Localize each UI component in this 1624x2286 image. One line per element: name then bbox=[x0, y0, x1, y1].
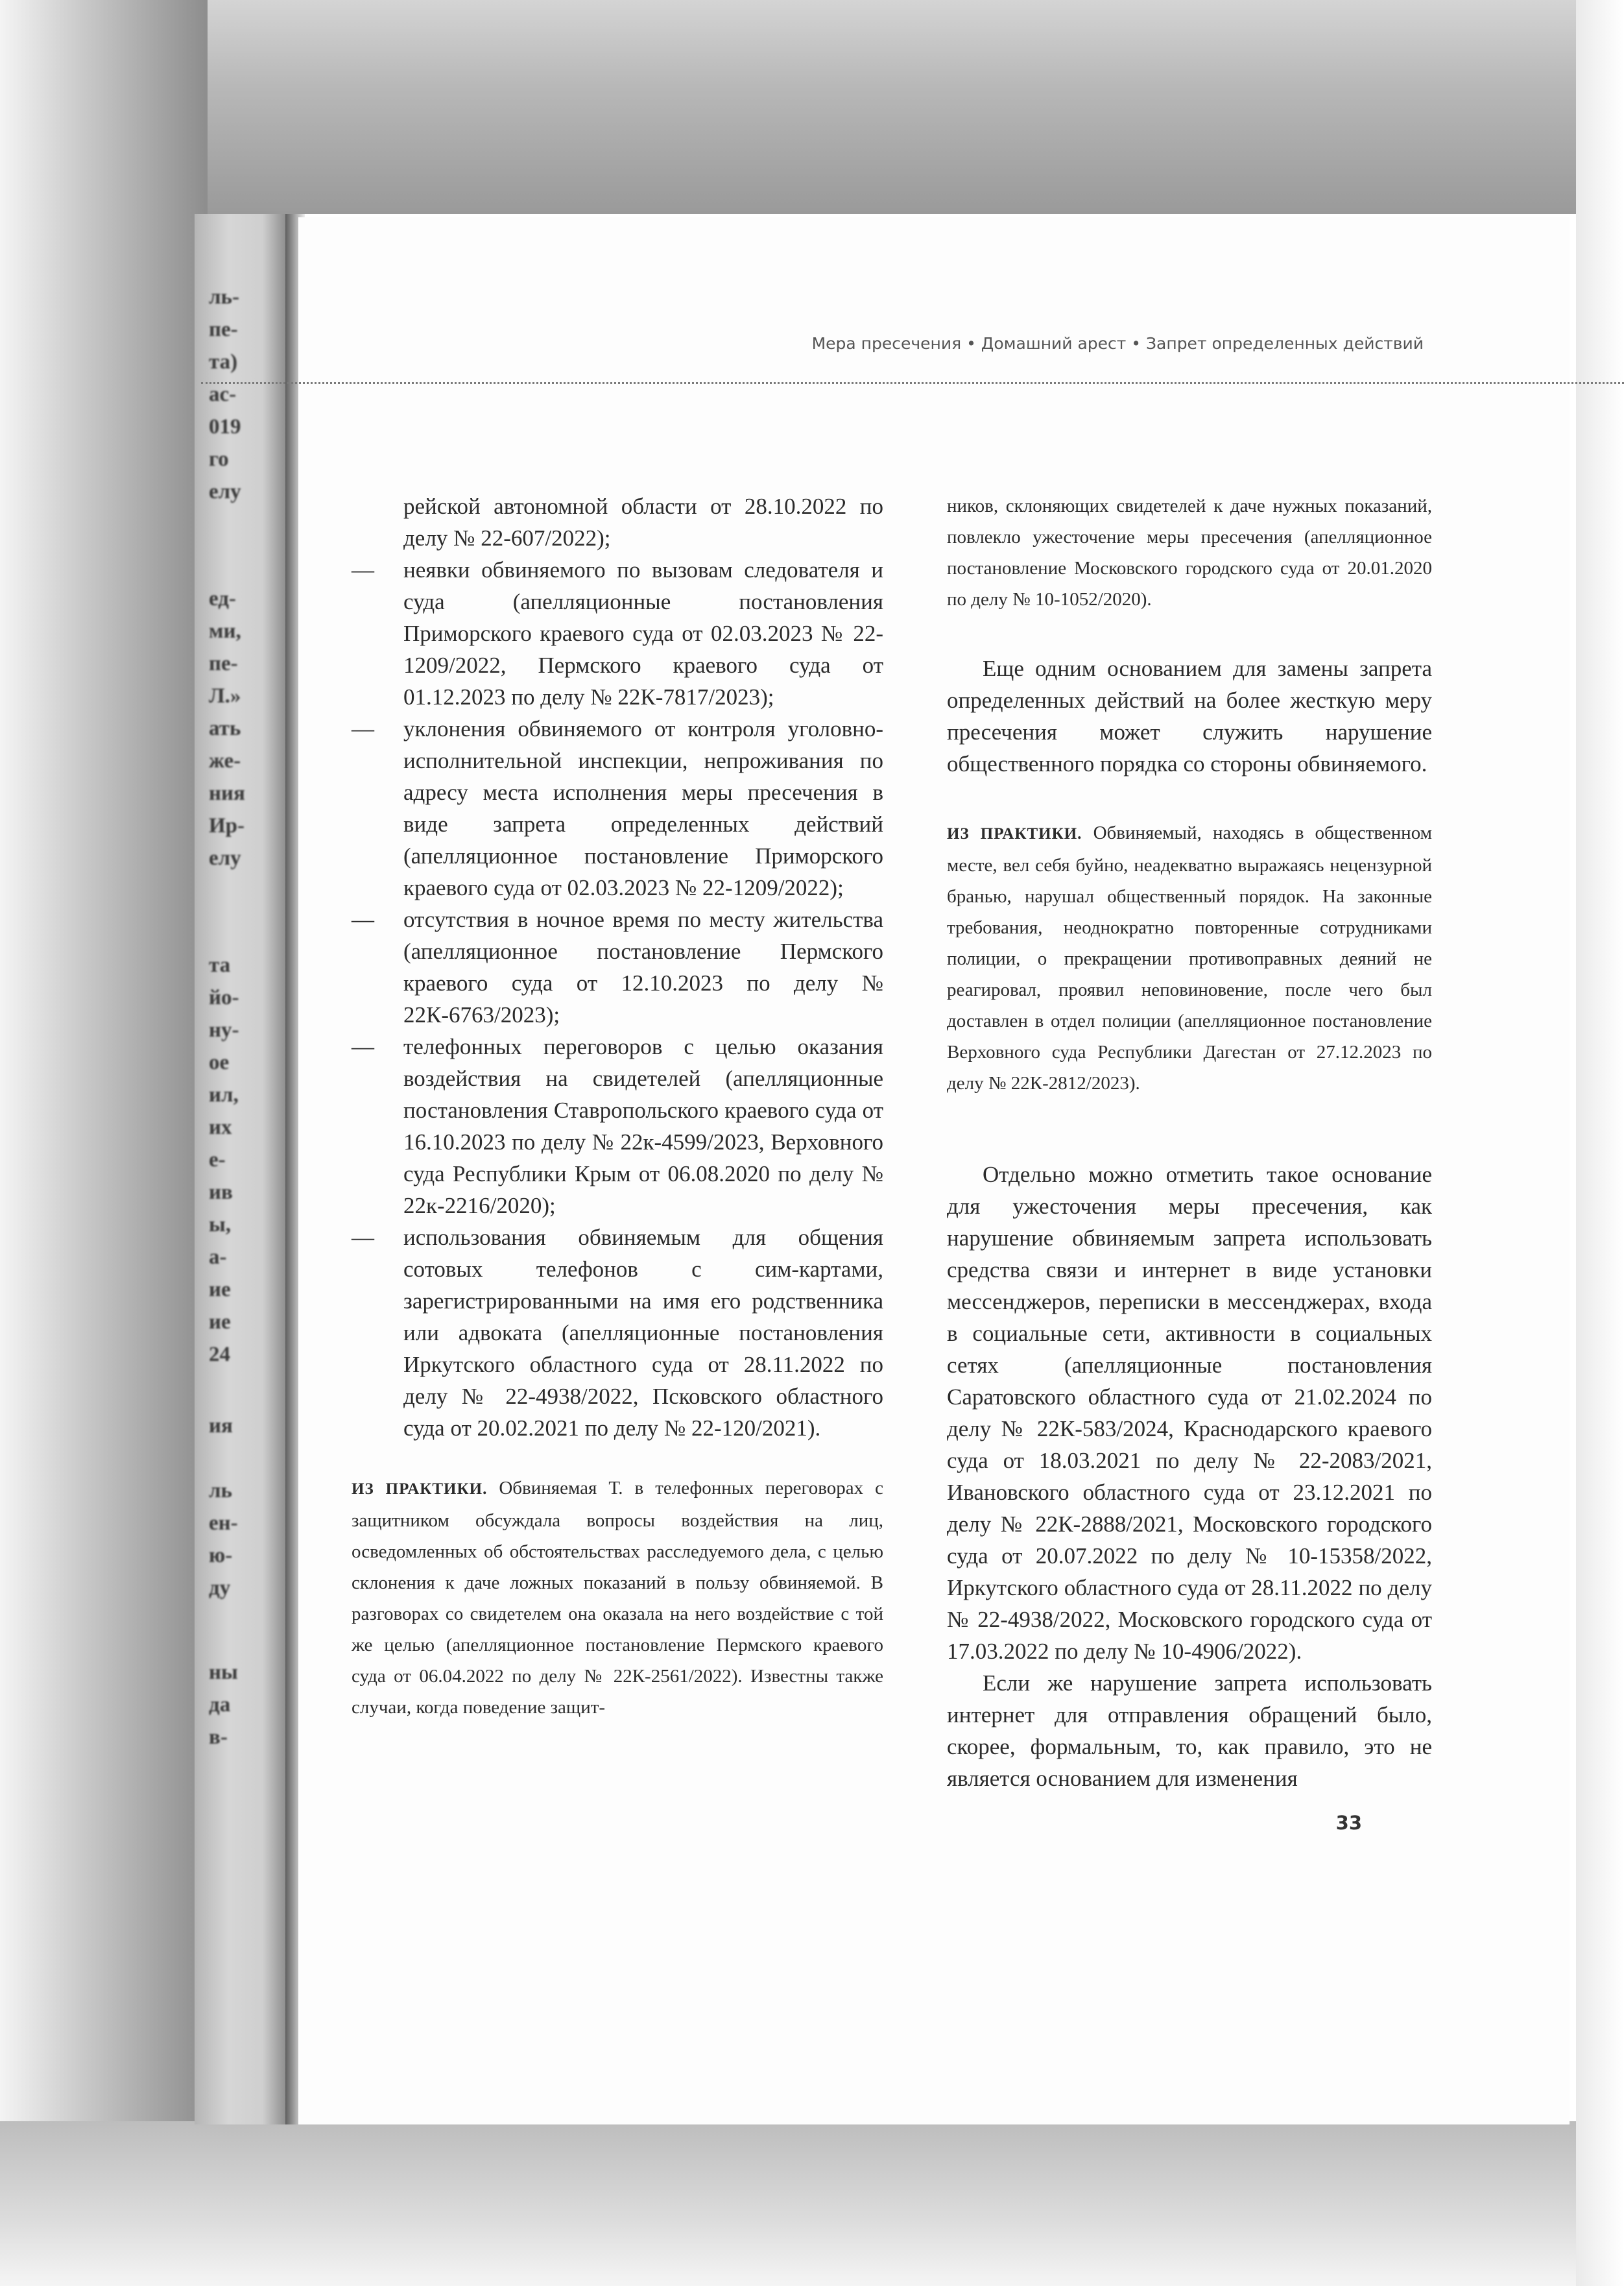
previous-page-text-fragment: Ир- bbox=[209, 814, 245, 837]
previous-page-text-fragment: йо- bbox=[209, 986, 239, 1009]
previous-page-text-fragment: 019 bbox=[209, 415, 241, 439]
list-item-text: неявки обвиняемого по вызовам следователя и суда (апелляционные постановления Приморского краевого суда от 02.03.2023 № 22-1209/2022, Пермского краевого суда от 01.12.2023 по делу № 22К-7817/2023); bbox=[403, 557, 883, 710]
book-page bbox=[298, 217, 1570, 2124]
list-dash: — bbox=[352, 1034, 374, 1059]
spacer bbox=[947, 1099, 1432, 1159]
previous-page-text-fragment: елу bbox=[209, 480, 241, 503]
previous-page-text-fragment: ду bbox=[209, 1576, 231, 1600]
scan-background-left bbox=[0, 0, 208, 2286]
previous-page-text-fragment: та) bbox=[209, 350, 238, 374]
previous-page-text-fragment: ен- bbox=[209, 1511, 238, 1535]
previous-page-text-fragment: ив bbox=[209, 1181, 233, 1204]
list-dash: — bbox=[352, 716, 374, 741]
list-dash: — bbox=[352, 907, 374, 932]
spacer bbox=[352, 1444, 883, 1473]
spacer bbox=[947, 780, 1432, 817]
list-item bbox=[352, 554, 883, 713]
practice-text: Обвиняемый, находясь в общественном месте, вел себя буйно, неадекватно выражаясь нецензурной бранью, нарушал общественный порядок. На законные требования, неоднократно повторенные сотрудниками полиции, о прекращении противоправных деяний не реагировал, проявил неповиновение, после чего был доставлен в отдел полиции (апелляционное постановление Верховного суда Республики Дагестан от 27.12.2023 по делу № 22К-2812/2023). bbox=[947, 823, 1432, 1094]
list-item bbox=[352, 1031, 883, 1221]
spacer bbox=[947, 615, 1432, 653]
previous-page-text-fragment: ие bbox=[209, 1310, 231, 1334]
scan-background-top bbox=[0, 0, 1624, 214]
previous-page-text-fragment: их bbox=[209, 1116, 232, 1139]
list-item bbox=[352, 713, 883, 904]
left-column bbox=[352, 490, 883, 1723]
list-item bbox=[352, 904, 883, 1031]
right-column bbox=[947, 490, 1432, 1794]
practice-continuation: ников, склоняющих свидетелей к даче нужных показаний, повлекло ужесточение меры пресечения (апелляционное постановление Московского городского суда от 20.01.2020 по делу № 10-1052/2020). bbox=[947, 496, 1432, 610]
practice-text: Обвиняемая Т. в телефонных переговорах с защитником обсуждала вопросы воздействия на лиц, осведомленных об обстоятельствах расследуемого дела, с целью склонения к даче ложных показаний в пользу обвиняемой. В разговорах со свидетелем она оказала на него воздействие с той же целью (апелляционное постановление Пермского краевого суда от 06.04.2022 по делу № 22К-2561/2022). Известны также случаи, когда поведение защит- bbox=[352, 1478, 883, 1718]
list bbox=[352, 554, 883, 1444]
previous-page-text-fragment: ль- bbox=[209, 285, 239, 309]
list-item-text: использования обвиняемым для общения сотовых телефонов с сим-картами, зарегистрированными на имя его родственника или адвоката (апелляционные постановления Иркутского областного суда от 28.11.2022 по делу № 22-4938/2022, Псковского областного суда от 20.02.2021 по делу № 22-120/2021). bbox=[403, 1225, 883, 1441]
practice-label: ИЗ ПРАКТИКИ. bbox=[352, 1480, 488, 1498]
paragraph: Если же нарушение запрета использовать интернет для отправления обращений было, скорее, формальным, то, как правило, это не является основанием для изменения bbox=[947, 1670, 1432, 1791]
previous-page-text-fragment: Л.» bbox=[209, 684, 241, 708]
previous-page-text-fragment: ы, bbox=[209, 1213, 232, 1236]
previous-page-text-fragment: е- bbox=[209, 1148, 226, 1172]
running-head: Мера пресечения • Домашний арест • Запрет определенных действий bbox=[811, 334, 1424, 353]
paragraph: Отдельно можно отметить такое основание для ужесточения меры пресечения, как нарушение обвиняемым запрета использовать средства связи и интернет в виде установки мессенджеров, переписки в мессенджерах, входа в социальные сети, активности в социальных сетях (апелляционные постановления Саратовского областного суда от 21.02.2024 по делу № 22К-583/2024, Краснодарского краевого суда от 18.03.2021 по делу № 22-2083/2021, Ивановского областного суда от 23.12.2021 по делу № 22К-2888/2021, Московского городского суда от 20.07.2022 по делу № 10-15358/2022, Иркутского областного суда от 28.11.2022 по делу № 22-4938/2022, Московского городского суда от 17.03.2022 по делу № 10-4906/2022). bbox=[947, 1162, 1432, 1664]
list-item-text: телефонных переговоров с целью оказания воздействия на свидетелей (апелляционные постановления Ставропольского краевого суда от 16.10.2023 по делу № 22к-4599/2023, Верховного суда Республики Крым от 06.08.2020 по делу № 22к-2216/2020); bbox=[403, 1034, 883, 1218]
previous-page-text-fragment: елу bbox=[209, 847, 241, 870]
previous-page-text-fragment: ия bbox=[209, 1414, 233, 1438]
previous-page-text-fragment: ил, bbox=[209, 1083, 239, 1107]
practice-box bbox=[352, 1473, 883, 1723]
list-dash: — bbox=[352, 1225, 374, 1250]
scan-background-bottom bbox=[0, 2121, 1624, 2286]
list-item-text: рейской автономной области от 28.10.2022 по делу № 22-607/2022); bbox=[403, 494, 883, 551]
previous-page-text-fragment: а- bbox=[209, 1245, 227, 1269]
scan-background-right bbox=[1576, 0, 1624, 2286]
previous-page-text-fragment: ед- bbox=[209, 587, 236, 610]
previous-page-text-fragment: пе- bbox=[209, 652, 238, 675]
previous-page-text-fragment: ие bbox=[209, 1278, 231, 1301]
previous-page-text-fragment: та bbox=[209, 954, 231, 977]
list-dash: — bbox=[352, 557, 374, 583]
list-item-continuation bbox=[352, 490, 883, 554]
page-number: 33 bbox=[1335, 1812, 1362, 1834]
previous-page-text-fragment: ния bbox=[209, 782, 245, 805]
previous-page-text-fragment: ль bbox=[209, 1479, 232, 1502]
previous-page-text-fragment: ать bbox=[209, 717, 241, 740]
previous-page-text-fragment: пе- bbox=[209, 318, 238, 341]
previous-page-text-fragment: ны bbox=[209, 1661, 238, 1684]
list-item-text: уклонения обвиняемого от контроля уголовно-исполнительной инспекции, непроживания по адресу места исполнения меры пресечения в виде запрета определенных действий (апелляционное постановление Приморского краевого суда от 02.03.2023 № 22-1209/2022); bbox=[403, 716, 883, 900]
previous-page-text-fragment: же- bbox=[209, 749, 241, 773]
previous-page-text-fragment: 24 bbox=[209, 1343, 230, 1366]
list-item bbox=[352, 1221, 883, 1444]
previous-page-text-fragment: ое bbox=[209, 1051, 230, 1074]
previous-page-text-fragment: ас- bbox=[209, 383, 237, 406]
list-item-text: отсутствия в ночное время по месту жительства (апелляционное постановление Пермского краевого суда от 12.10.2023 по делу № 22К-6763/2023); bbox=[403, 907, 883, 1028]
previous-page-text-fragment: в- bbox=[209, 1726, 228, 1749]
practice-label: ИЗ ПРАКТИКИ. bbox=[947, 825, 1082, 843]
previous-page-edge bbox=[195, 214, 292, 2124]
practice-box bbox=[947, 817, 1432, 1099]
paragraph: Еще одним основанием для замены запрета определенных действий на более жесткую меру пресечения может служить нарушение общественного порядка со стороны обвиняемого. bbox=[947, 656, 1432, 776]
previous-page-text-fragment: да bbox=[209, 1693, 231, 1716]
previous-page-text-fragment: ю- bbox=[209, 1544, 233, 1567]
header-dotted-rule bbox=[201, 382, 1624, 384]
previous-page-text-fragment: ми, bbox=[209, 620, 241, 643]
previous-page-text-fragment: ну- bbox=[209, 1018, 239, 1042]
previous-page-text-fragment: го bbox=[209, 448, 229, 471]
